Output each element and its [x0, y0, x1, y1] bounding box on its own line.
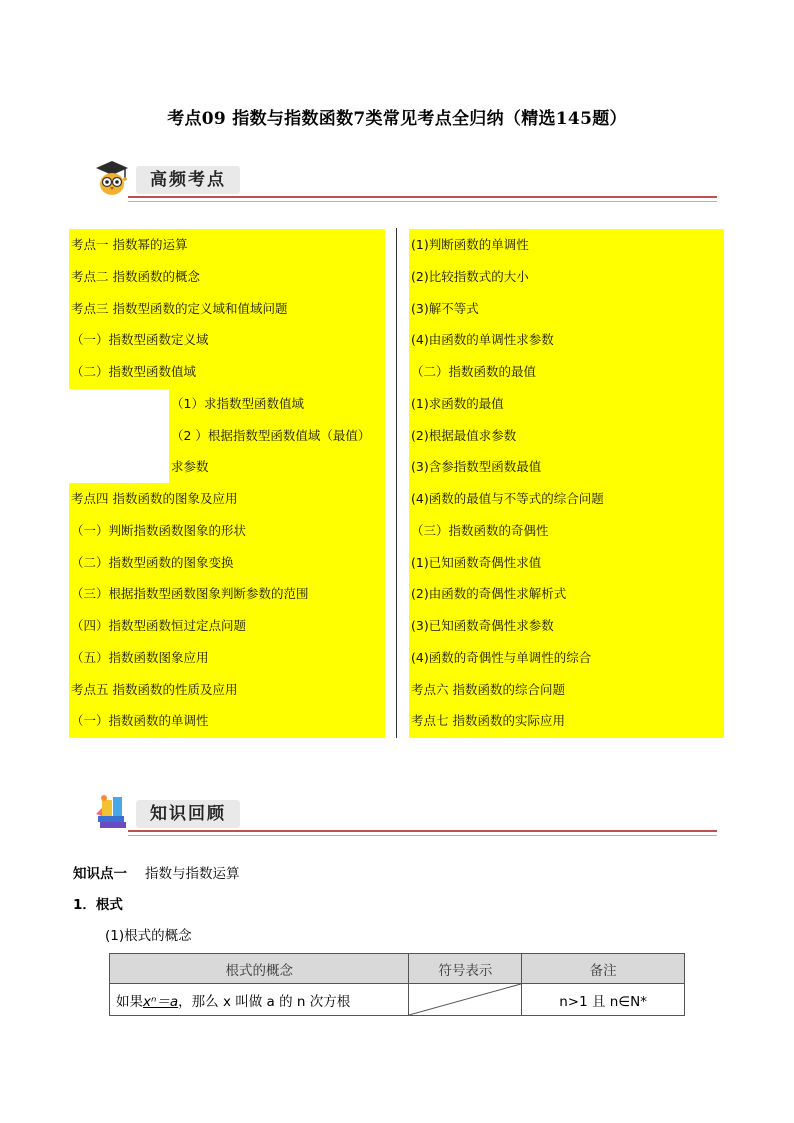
topic-item: (3)已知函数奇偶性求参数	[409, 610, 724, 643]
diagonal-slash	[409, 984, 521, 1015]
knowledge-point-label: 知识点一	[73, 866, 127, 882]
topic-item: 考点二 指数函数的概念	[69, 261, 385, 294]
topic-item: 求参数	[169, 451, 385, 484]
column-divider	[396, 228, 397, 738]
topic-item: （三）指数函数的奇偶性	[409, 515, 724, 548]
section-header-knowledge-review	[92, 790, 717, 838]
topic-item: (4)由函数的单调性求参数	[409, 324, 724, 357]
table-cell-concept: 如果xⁿ＝a，那么 x 叫做 a 的 n 次方根	[110, 984, 409, 1016]
topic-item: （一）判断指数函数图象的形状	[69, 515, 385, 548]
table-cell-symbol	[409, 984, 522, 1016]
topic-item: (4)函数的最值与不等式的综合问题	[409, 483, 724, 516]
table-header: 备注	[522, 954, 685, 984]
section-title: 知识回顾	[136, 800, 240, 828]
topic-item: 考点六 指数函数的综合问题	[409, 674, 724, 707]
topic-item: 考点三 指数型函数的定义域和值域问题	[69, 293, 385, 326]
section-title: 高频考点	[136, 166, 240, 194]
topic-item: (2)比较指数式的大小	[409, 261, 724, 294]
topic-item: （三）根据指数型函数图象判断参数的范围	[69, 578, 385, 611]
topic-item: 考点五 指数函数的性质及应用	[69, 674, 385, 707]
topic-item: 考点七 指数函数的实际应用	[409, 705, 724, 738]
topic-item: (3)解不等式	[409, 293, 724, 326]
table-header-row	[110, 954, 685, 984]
topic-item: （五）指数函数图象应用	[69, 642, 385, 675]
topic-item: (2)由函数的奇偶性求解析式	[409, 578, 724, 611]
table-cell-note: n>1 且 n∈N*	[522, 984, 685, 1016]
books-icon	[92, 792, 132, 832]
heading-radical: 1．根式	[73, 897, 123, 913]
graduate-owl-icon	[92, 158, 132, 198]
topic-item: （二）指数型函数值域	[69, 356, 385, 389]
section-header-high-frequency	[92, 156, 717, 204]
topic-item: （四）指数型函数恒过定点问题	[69, 610, 385, 643]
page-title: 考点09 指数与指数函数7类常见考点全归纳（精选145题）	[167, 109, 627, 129]
topic-item: （1）求指数型函数值域	[169, 388, 385, 421]
knowledge-point-name: 指数与指数运算	[145, 866, 240, 882]
table-row	[110, 984, 685, 1016]
topic-item: (1)已知函数奇偶性求值	[409, 547, 724, 580]
equation-blank: xⁿ＝a	[143, 993, 179, 1010]
knowledge-point-title	[73, 862, 240, 882]
topic-item: (3)含参指数型函数最值	[409, 451, 724, 484]
topic-item: 考点一 指数幂的运算	[69, 229, 385, 262]
topic-item: (1)求函数的最值	[409, 388, 724, 421]
topic-item: （2 ）根据指数型函数值域（最值）	[169, 420, 385, 453]
subheading-radical-concept: (1)根式的概念	[105, 928, 192, 944]
topic-item: （二）指数型函数的图象变换	[69, 547, 385, 580]
topic-item: （一）指数函数的单调性	[69, 705, 385, 738]
topic-item: (4)函数的奇偶性与单调性的综合	[409, 642, 724, 675]
topic-item: （一）指数型函数定义域	[69, 324, 385, 357]
topic-item: (1)判断函数的单调性	[409, 229, 724, 262]
topic-item: (2)根据最值求参数	[409, 420, 724, 453]
topic-item: 考点四 指数函数的图象及应用	[69, 483, 385, 516]
radical-concept-table	[109, 953, 685, 1016]
table-header: 符号表示	[409, 954, 522, 984]
topic-item: （二）指数函数的最值	[409, 356, 724, 389]
table-header: 根式的概念	[110, 954, 409, 984]
